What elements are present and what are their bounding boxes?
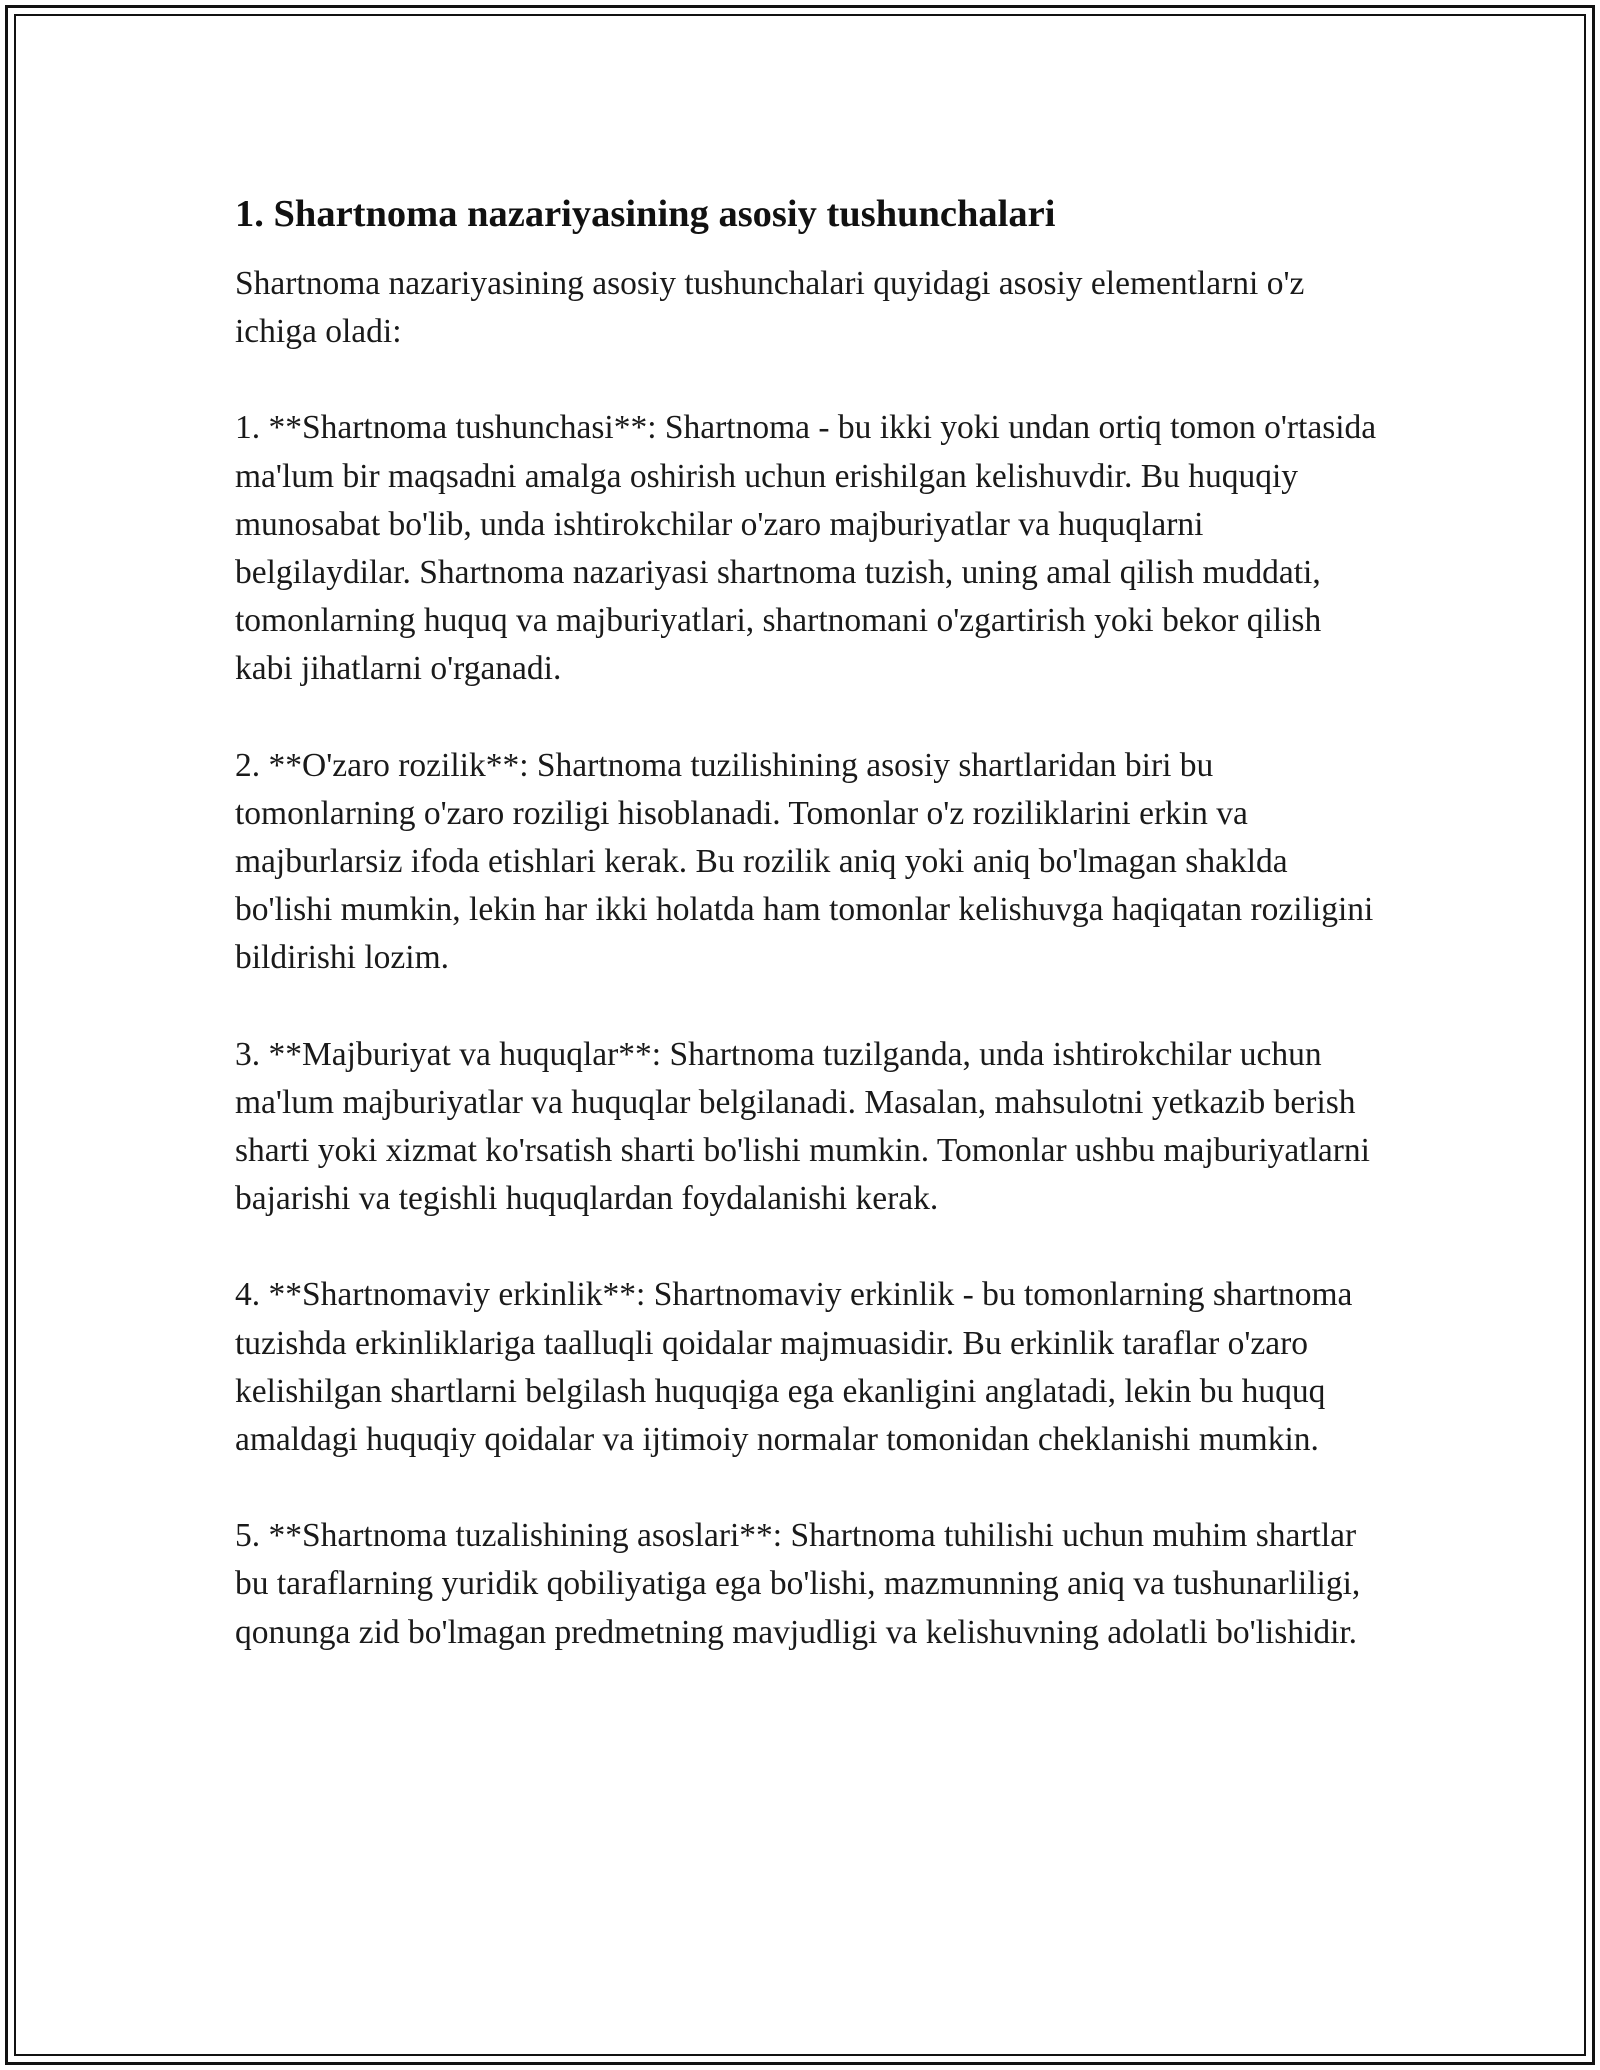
paragraph-mutual-consent: 2. **O'zaro rozilik**: Shartnoma tuzilishining asosiy shartlaridan biri bu tomonlarning o'zaro roziligi hisoblanadi. Tomonlar o'z roziliklarini erkin va majburlarsiz ifoda etishlari kerak. Bu rozilik aniq yoki aniq bo'lmagan shaklda bo'lishi mumkin, lekin har ikki holatda ham tomonlar kelishuvga haqiqatan roziligini bildirishi lozim.: [235, 746, 1374, 977]
document-body: [235, 188, 1385, 1705]
paragraph-contract-concept: 1. **Shartnoma tushunchasi**: Shartnoma - bu ikki yoki undan ortiq tomon o'rtasida ma'lum bir maqsadni amalga oshirish uchun erishilgan kelishuvdir. Bu huquqiy munosabat bo'lib, unda ishtirokchilar o'zaro majburiyatlar va huquqlarni belgilaydilar. Shartnoma nazariyasi shartnoma tuzish, uning amal qilish muddati, tomonlarning huquq va majburiyatlari, shartnomani o'zgartirish yoki bekor qilish kabi jihatlarni o'rganadi.: [235, 409, 1377, 688]
paragraph-obligations-rights: 3. **Majburiyat va huquqlar**: Shartnoma tuzilganda, unda ishtirokchilar uchun ma'lum majburiyatlar va huquqlar belgilanadi. Masalan, mahsulotni yetkazib berish sharti yoki xizmat ko'rsatish sharti bo'lishi mumkin. Tomonlar ushbu majburiyatlarni bajarishi va tegishli huquqlardan foydalanishi kerak.: [235, 1035, 1370, 1218]
page-title: 1. Shartnoma nazariyasining asosiy tushunchalari: [235, 193, 1056, 235]
paragraph-contract-freedom: 4. **Shartnomaviy erkinlik**: Shartnomaviy erkinlik - bu tomonlarning shartnoma tuzishda erkinliklariga taalluqli qoidalar majmuasidir. Bu erkinlik taraflar o'zaro kelishilgan shartlarni belgilash huquqiga ega ekanligini anglatadi, lekin bu huquq amaldagi huquqiy qoidalar va ijtimoiy normalar tomonidan cheklanishi mumkin.: [235, 1276, 1353, 1459]
paragraph-formation-basis: 5. **Shartnoma tuzalishining asoslari**: Shartnoma tuhilishi uchun muhim shartlar bu taraflarning yuridik qobiliyatiga ega bo'lishi, mazmunning aniq va tushunarliligi, qonunga zid bo'lmagan predmetning mavjudligi va kelishuvning adolatli bo'lishidir.: [235, 1517, 1361, 1651]
intro-paragraph: Shartnoma nazariyasining asosiy tushunchalari quyidagi asosiy elementlarni o'z ichiga oladi:: [235, 265, 1305, 351]
